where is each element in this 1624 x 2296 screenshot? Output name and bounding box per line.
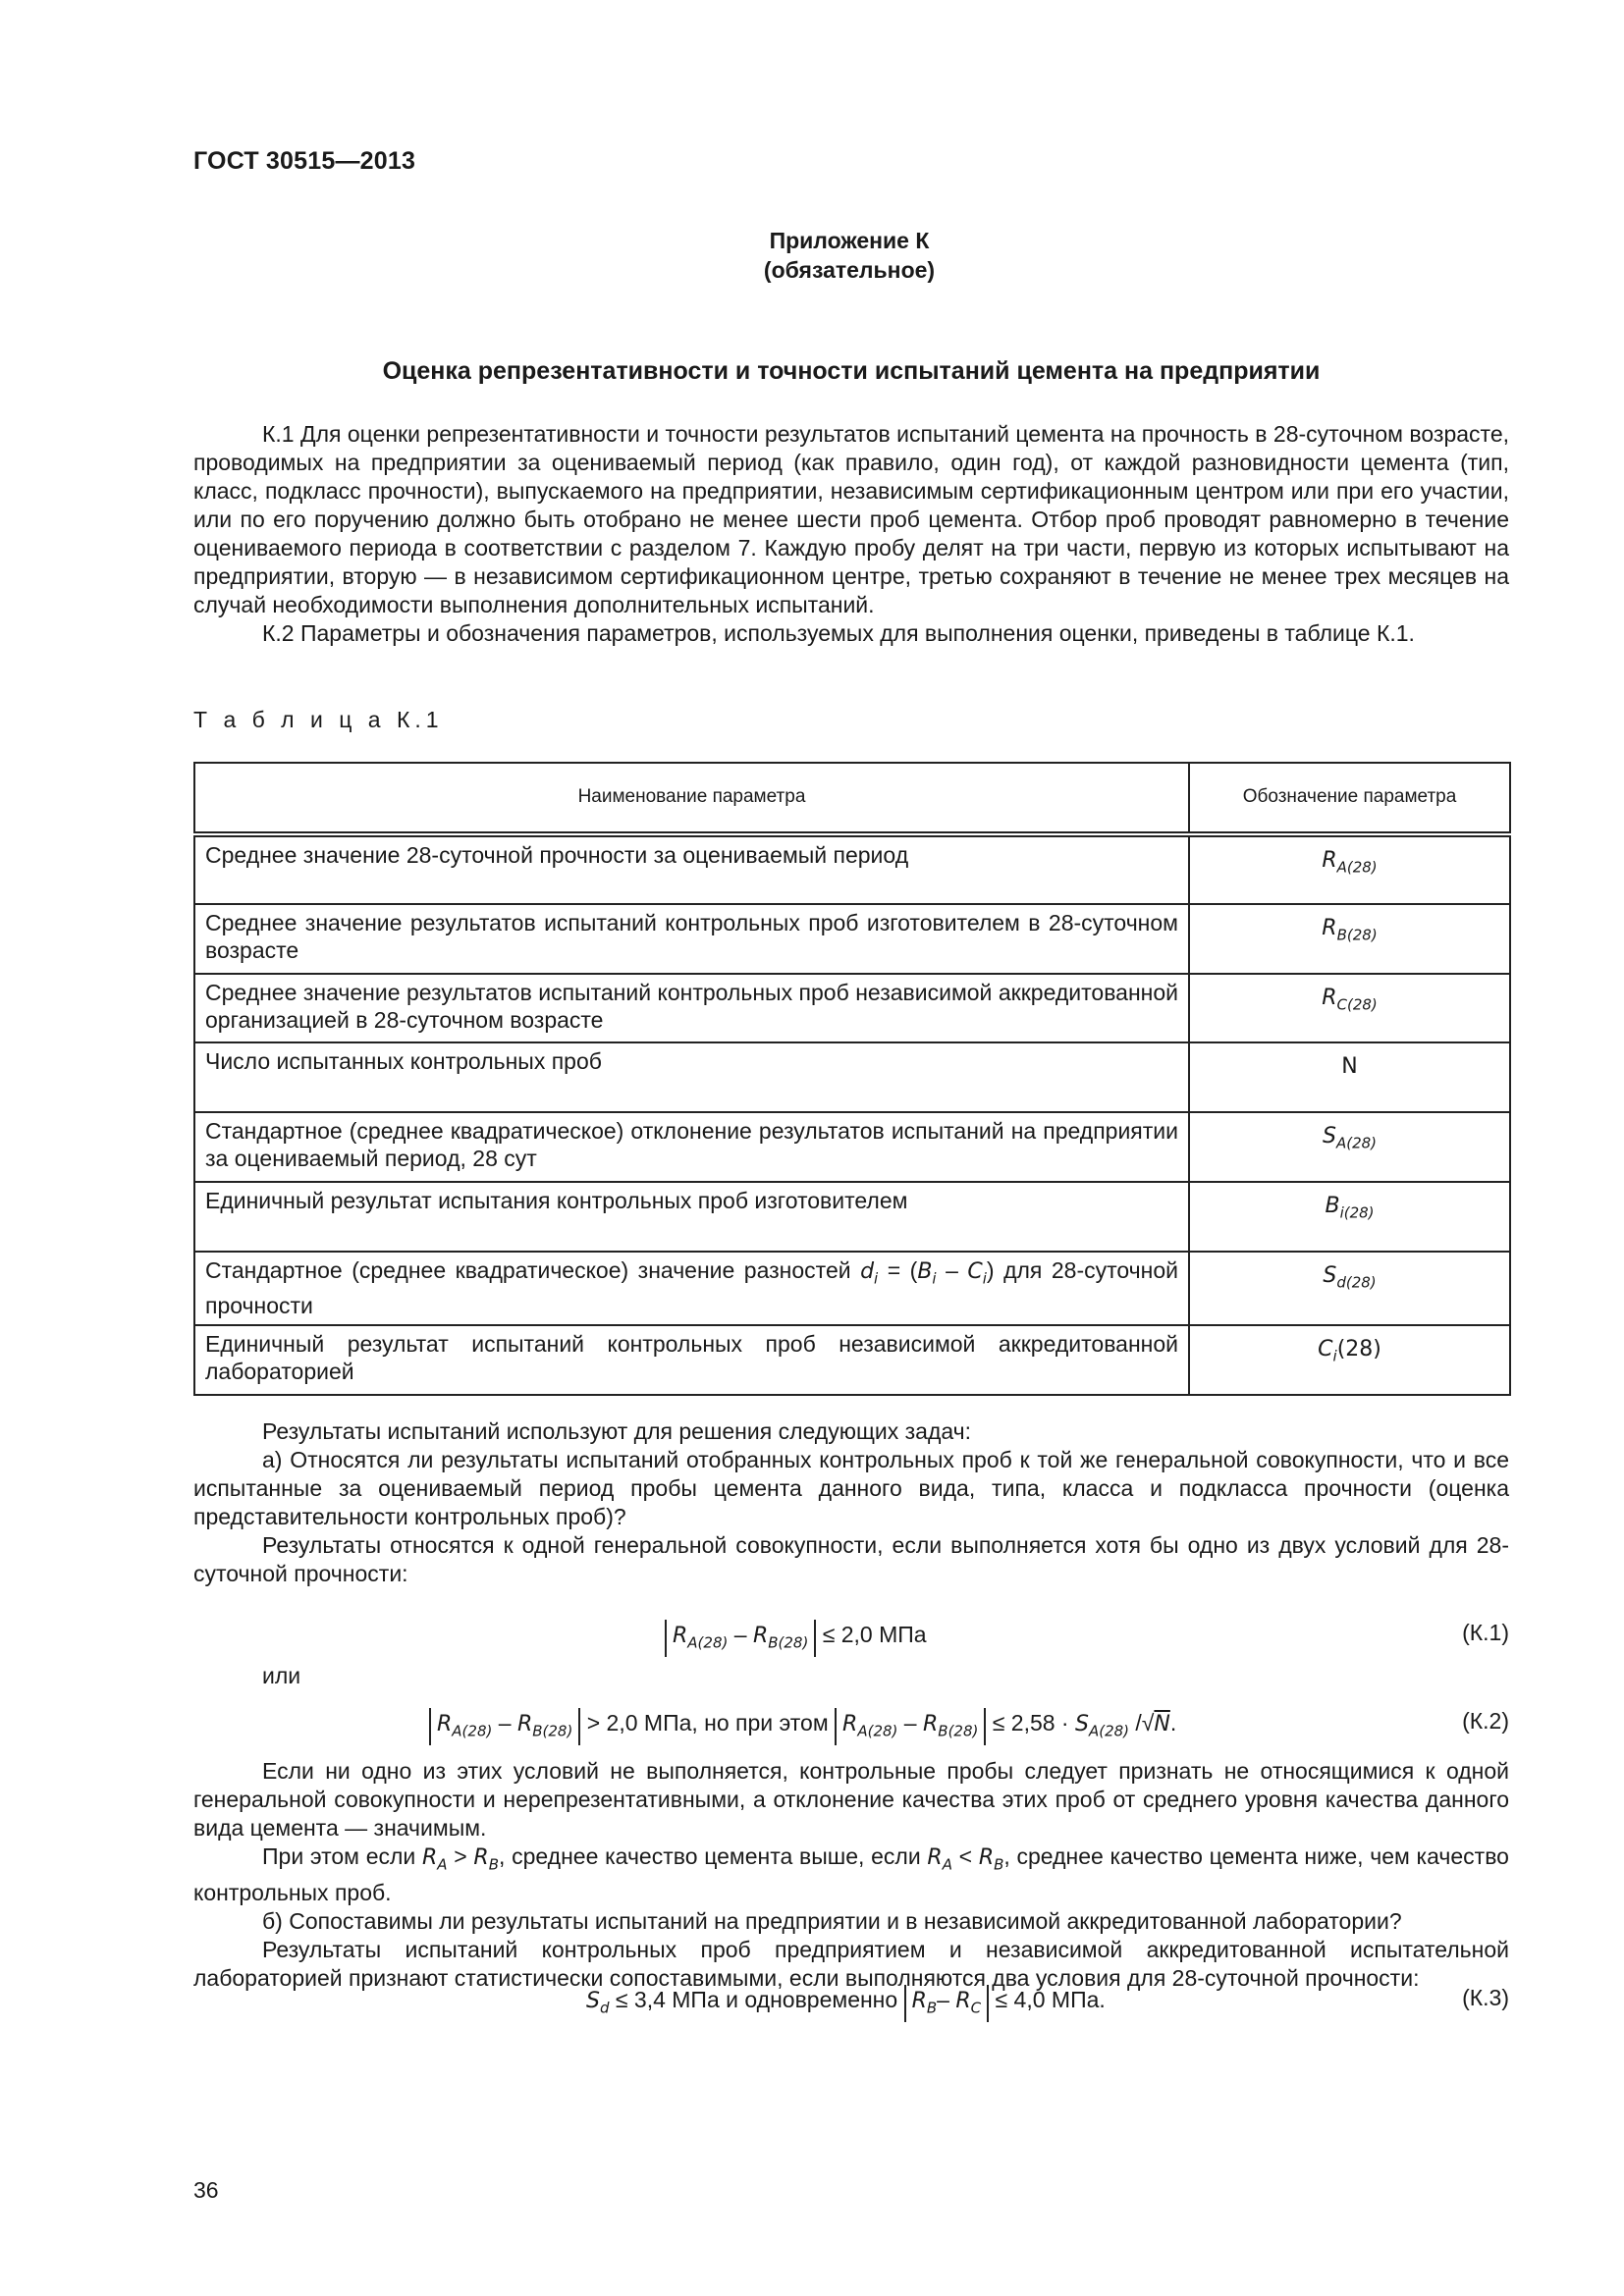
paragraph-tasks: Результаты испытаний используют для решения следующих задач: [262,1418,972,1444]
standard-header: ГОСТ 30515—2013 [193,147,416,175]
table-row [194,834,1510,904]
paragraph-comparability: Результаты испытаний контрольных проб предприятием и независимой аккредитованной испытательной лабораторией признают статистически сопоставимыми, если выполняются два условия для 28-суточной прочности: [193,1937,1509,1992]
table-row [194,1252,1510,1325]
param-name: Единичный результат испытания контрольных проб изготовителем [194,1182,1189,1252]
param-name: Стандартное (среднее квадратическое) отклонение результатов испытаний на предприятии за оцениваемый период, 28 сут [194,1112,1189,1182]
param-symbol: $C_i(28)$ [1189,1325,1510,1395]
paragraph-task-a: а) Относятся ли результаты испытаний отобранных контрольных проб к той же генеральной совокупности, что и все испытанные за оцениваемый период пробы цемента данного вида, типа, класса и подкласса прочности (оценка представительности контрольных проб)? [193,1447,1509,1529]
param-name: Среднее значение 28-суточной прочности за оцениваемый период [194,834,1189,904]
annex-status: (обязательное) [763,257,936,283]
formula-number: (К.1) [1462,1620,1509,1645]
table-row [194,904,1510,974]
or-word: или [262,1663,301,1688]
param-symbol: $B_{i(28)}$ [1189,1182,1510,1252]
table-caption: Т а б л и ц а К.1 [193,707,444,732]
results-block [193,1757,1509,1993]
table-header-row [194,763,1510,834]
param-symbol: N [1189,1042,1510,1112]
page-number: 36 [193,2177,219,2203]
paragraph-k1: К.1 Для оценки репрезентативности и точности результатов испытаний цемента на прочность в 28-суточном возрасте, проводимых на предприятии за оцениваемый период (как правило, один год), от каждой разновидности цемента (тип, класс, подкласс прочности), выпускаемого на предприятии, независимым сертификационным центром или при его участии, или по его поручению должно быть отобрано не менее шести проб цемента. Отбор проб проводят равномерно в течение оцениваемого периода в соответствии с разделом 7. Каждую пробу делят на три части, первую из которых испытывают на предприятии, вторую — в независимом сертификационном центре, третью сохраняют в течение не менее трех месяцев на случай необходимости выполнения дополнительных испытаний. [193,421,1509,617]
param-name: Единичный результат испытаний контрольных проб независимой аккредитованной лабораторией [194,1325,1189,1395]
paragraph-k2: К.2 Параметры и обозначения параметров, используемых для выполнения оценки, приведены в таблице К.1. [262,620,1415,646]
param-name: Среднее значение результатов испытаний контрольных проб независимой аккредитованной организацией в 28-суточном возрасте [194,974,1189,1043]
formula-k2: $R_{A(28)} - R_{B(28)} > 2,0$ МПа, но при этом $R_{A(28)} - R_{B(28)} \le 2,58 \cdot S_{A(28)}$ /√N. (К.2) [193,1708,1509,1741]
section-title: Оценка репрезентативности и точности испытаний цемента на предприятии [382,357,1321,385]
table-row [194,1042,1510,1112]
formula-k1: $R_{A(28)} - R_{B(28)} \le 2,0$ МПа (К.1) [193,1620,1509,1653]
or-line [193,1663,1509,1696]
param-name: Стандартное (среднее квадратическое) значение разностей $d_i = (B_i - C_i)$ для 28-суточной прочности [194,1252,1189,1325]
table-row [194,1182,1510,1252]
table-row [194,974,1510,1043]
paragraph-conditions: Результаты относятся к одной генеральной совокупности, если выполняется хотя бы одно из двух условий для 28-суточной прочности: [193,1532,1509,1586]
formula-number: (К.3) [1462,1985,1509,2010]
formula-number: (К.2) [1462,1708,1509,1734]
param-name: Среднее значение результатов испытаний контрольных проб изготовителем в 28-суточном возрасте [194,904,1189,974]
table-row [194,1325,1510,1395]
param-symbol: $S_{A(28)}$ [1189,1112,1510,1182]
intro-block [193,420,1509,648]
param-symbol: $R_{B(28)}$ [1189,904,1510,974]
param-name: Число испытанных контрольных проб [194,1042,1189,1112]
table-row [194,1112,1510,1182]
param-symbol: $S_{d(28)}$ [1189,1252,1510,1325]
tasks-block [193,1417,1509,1588]
paragraph-quality: При этом если $R_A > R_B$, среднее качество цемента выше, если $R_A < R_B$, среднее качество цемента ниже, чем качество контрольных проб. [193,1843,1509,1906]
param-symbol: $R_{C(28)}$ [1189,974,1510,1043]
paragraph-task-b: б) Сопоставимы ли результаты испытаний на предприятии и в независимой аккредитованной лаборатории? [262,1908,1402,1935]
param-symbol: $R_{A(28)}$ [1189,834,1510,904]
header-parameter-name: Наименование параметра [194,763,1189,834]
annex-title: Приложение К [769,228,930,253]
formula-k3: $S_d \le 3,4$ МПа и одновременно $R_B-$ $R_C \le 4,0$ МПа. (К.3) [193,1985,1509,2018]
paragraph-none: Если ни одно из этих условий не выполняется, контрольные пробы следует признать не относящимися к одной генеральной совокупности и нерепрезентативными, а отклонение качества этих проб от среднего уровня качества данного вида цемента — значимым. [193,1758,1509,1841]
parameters-table [193,762,1511,1396]
header-parameter-symbol: Обозначение параметра [1189,763,1510,834]
